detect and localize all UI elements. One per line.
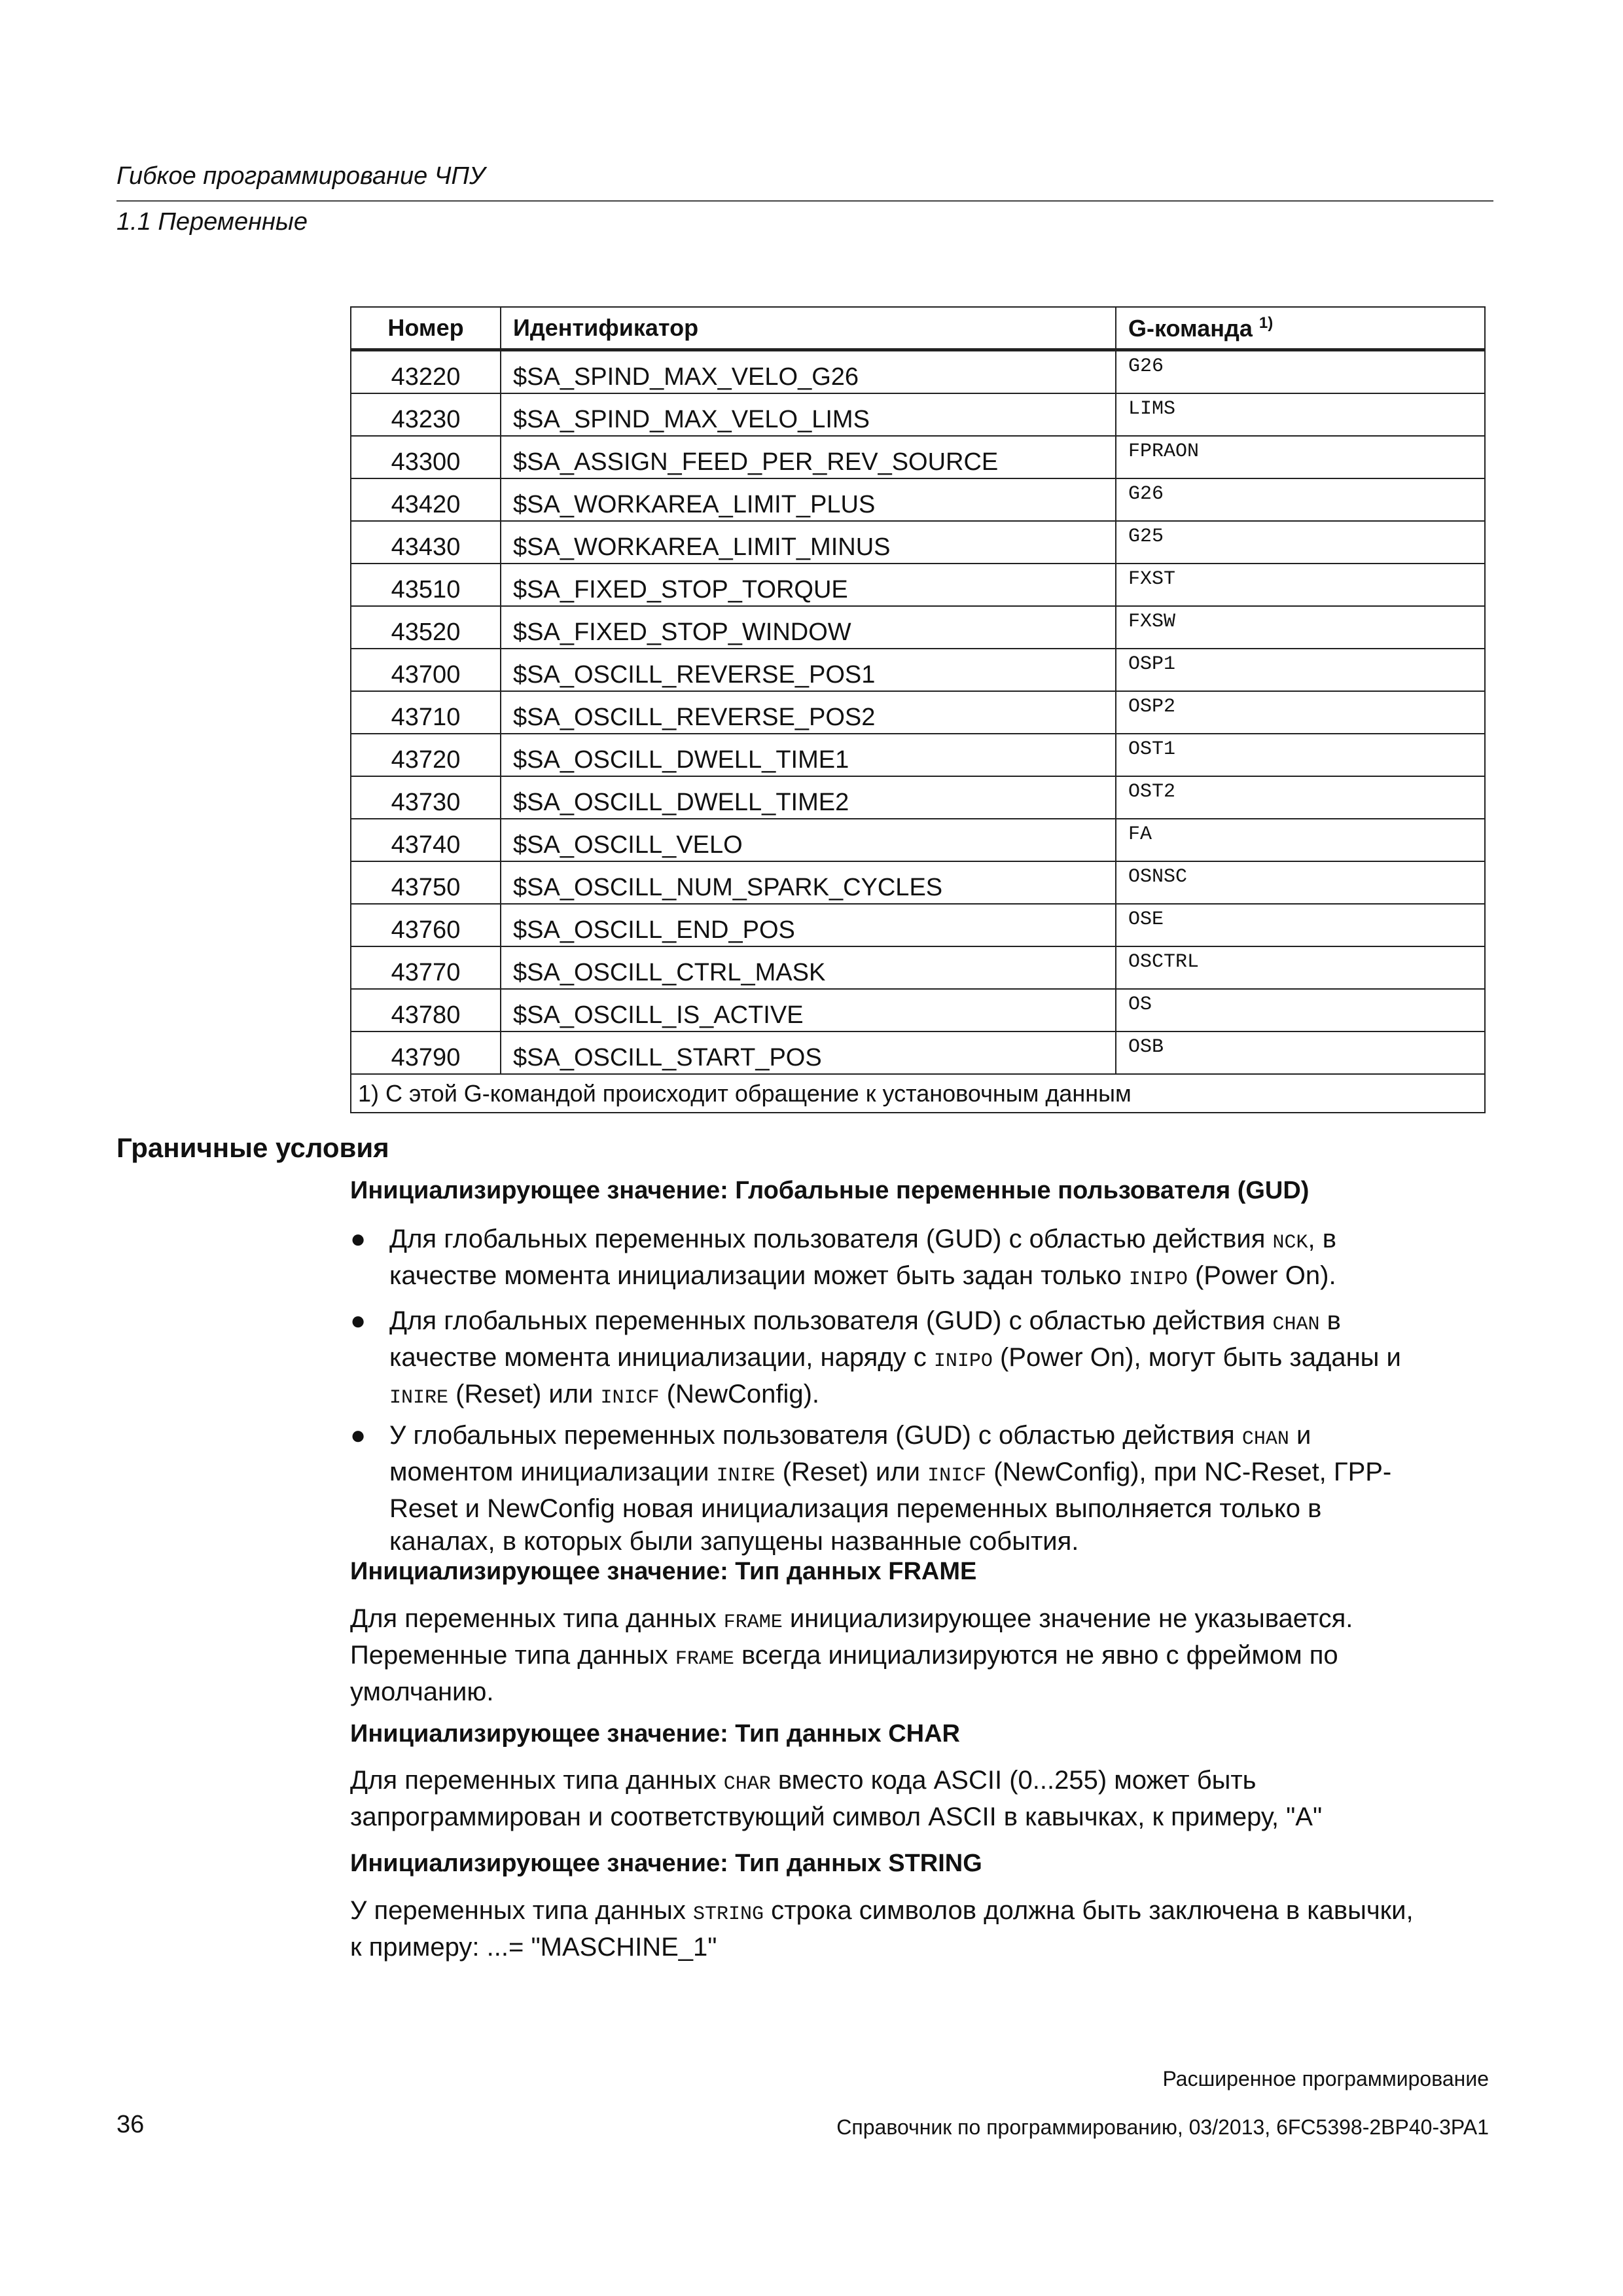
char-paragraph: Для переменных типа данных CHAR вместо кода ASCII (0...255) может быть запрограммирован и соответствующий символ ASCII в кавычках, к примеру, "A" (350, 1766, 1323, 1831)
running-header-title: Гибкое программирование ЧПУ (116, 162, 486, 190)
string-heading: Инициализирующее значение: Тип данных STRING (350, 1850, 982, 1877)
string-paragraph: У переменных типа данных STRING строка символов должна быть заключена в кавычки, к примеру: ...= "MASCHINE_1" (350, 1896, 1414, 1962)
table-row (351, 691, 1485, 734)
table-row (351, 350, 1485, 394)
row-gcommand: OST2 (1116, 776, 1485, 819)
row-gcommand: OSB (1116, 1031, 1485, 1074)
row-gcommand: FPRAON (1116, 436, 1485, 478)
row-identifier: $SA_WORKAREA_LIMIT_MINUS (501, 521, 1116, 564)
row-number: 43730 (351, 776, 501, 819)
row-identifier: $SA_OSCILL_REVERSE_POS2 (501, 691, 1116, 734)
row-identifier: $SA_FIXED_STOP_WINDOW (501, 606, 1116, 649)
row-identifier: $SA_OSCILL_DWELL_TIME1 (501, 734, 1116, 776)
bullet-dot: ● (350, 1306, 366, 1335)
table-header-row (351, 307, 1485, 350)
row-identifier: $SA_OSCILL_REVERSE_POS1 (501, 649, 1116, 691)
row-gcommand: OSNSC (1116, 861, 1485, 904)
row-gcommand: G26 (1116, 478, 1485, 521)
row-gcommand: OST1 (1116, 734, 1485, 776)
table-row (351, 606, 1485, 649)
row-gcommand: G25 (1116, 521, 1485, 564)
table-row (351, 564, 1485, 606)
frame-paragraph: Для переменных типа данных FRAME инициализирующее значение не указывается. Переменные типа данных FRAME всегда инициализируются не явно с фреймом по умолчанию. (350, 1604, 1353, 1706)
table-footnote: 1) С этой G-командой происходит обращение к установочным данным (351, 1074, 1485, 1113)
row-number: 43510 (351, 564, 501, 606)
col-header-gcommand-label: G-команда (1128, 314, 1253, 342)
table-row (351, 1031, 1485, 1074)
table-row (351, 521, 1485, 564)
running-header-subtitle: 1.1 Переменные (116, 208, 308, 236)
table-footnote-row (351, 1074, 1485, 1113)
row-number: 43750 (351, 861, 501, 904)
row-identifier: $SA_WORKAREA_LIMIT_PLUS (501, 478, 1116, 521)
table-row (351, 861, 1485, 904)
col-header-number: Номер (351, 307, 501, 350)
char-heading: Инициализирующее значение: Тип данных CHAR (350, 1720, 961, 1748)
gud-bullet-3 (350, 1419, 1489, 1558)
table-row (351, 989, 1485, 1031)
setting-data-table (350, 306, 1486, 1113)
footer-manual-info: Справочник по программированию, 03/2013, 6FC5398-2BP40-3PA1 (836, 2115, 1489, 2139)
section-title: Граничные условия (116, 1132, 389, 1163)
bullet-text: Для глобальных переменных пользователя (GUD) с областью действия CHAN в качестве момента инициализации, наряду с INIPO (Power On), могут быть заданы и INIRE (Reset) или INICF (NewConfig). (389, 1306, 1401, 1409)
table-body (351, 350, 1485, 1075)
table-row (351, 393, 1485, 436)
footnote-mark: 1) (1258, 314, 1274, 332)
frame-heading: Инициализирующее значение: Тип данных FRAME (350, 1558, 977, 1585)
row-identifier: $SA_OSCILL_START_POS (501, 1031, 1116, 1074)
row-gcommand: OSP1 (1116, 649, 1485, 691)
row-number: 43720 (351, 734, 501, 776)
gud-bullet-1 (350, 1223, 1489, 1296)
row-gcommand: LIMS (1116, 393, 1485, 436)
bullet-text: У глобальных переменных пользователя (GUD) с областью действия CHAN и моментом инициализации INIRE (Reset) или INICF (NewConfig), при NC-Reset, ГРР- Reset и NewConfig новая инициализация переменных выполняется только в каналах, в которых были запущены названные события. (389, 1421, 1392, 1556)
row-gcommand: OSE (1116, 904, 1485, 946)
table-row (351, 904, 1485, 946)
row-identifier: $SA_OSCILL_VELO (501, 819, 1116, 861)
row-number: 43710 (351, 691, 501, 734)
row-identifier: $SA_FIXED_STOP_TORQUE (501, 564, 1116, 606)
row-gcommand: FXSW (1116, 606, 1485, 649)
row-identifier: $SA_ASSIGN_FEED_PER_REV_SOURCE (501, 436, 1116, 478)
table-row (351, 819, 1485, 861)
table-row (351, 436, 1485, 478)
col-header-identifier: Идентификатор (501, 307, 1116, 350)
table-row (351, 478, 1485, 521)
table-row (351, 734, 1485, 776)
row-gcommand: FA (1116, 819, 1485, 861)
row-number: 43700 (351, 649, 501, 691)
row-identifier: $SA_OSCILL_CTRL_MASK (501, 946, 1116, 989)
row-identifier: $SA_OSCILL_IS_ACTIVE (501, 989, 1116, 1031)
row-identifier: $SA_SPIND_MAX_VELO_G26 (501, 350, 1116, 394)
row-gcommand: G26 (1116, 350, 1485, 394)
row-gcommand: OS (1116, 989, 1485, 1031)
row-number: 43770 (351, 946, 501, 989)
row-identifier: $SA_OSCILL_DWELL_TIME2 (501, 776, 1116, 819)
row-number: 43430 (351, 521, 501, 564)
row-identifier: $SA_OSCILL_END_POS (501, 904, 1116, 946)
row-number: 43790 (351, 1031, 501, 1074)
row-number: 43220 (351, 350, 501, 394)
row-gcommand: OSP2 (1116, 691, 1485, 734)
row-identifier: $SA_SPIND_MAX_VELO_LIMS (501, 393, 1116, 436)
bullet-text: Для глобальных переменных пользователя (GUD) с областью действия NCK, в качестве момента инициализации может быть задан только INIPO (Power On). (389, 1225, 1337, 1291)
gud-bullet-2 (350, 1304, 1489, 1414)
page-number: 36 (116, 2111, 145, 2138)
row-number: 43300 (351, 436, 501, 478)
col-header-gcommand (1116, 307, 1485, 350)
table-row (351, 946, 1485, 989)
row-number: 43230 (351, 393, 501, 436)
row-number: 43760 (351, 904, 501, 946)
table-row (351, 776, 1485, 819)
row-number: 43420 (351, 478, 501, 521)
row-gcommand: FXST (1116, 564, 1485, 606)
row-identifier: $SA_OSCILL_NUM_SPARK_CYCLES (501, 861, 1116, 904)
gud-heading: Инициализирующее значение: Глобальные переменные пользователя (GUD) (350, 1177, 1310, 1204)
footer-book-title: Расширенное программирование (1162, 2067, 1489, 2090)
row-number: 43780 (351, 989, 501, 1031)
row-number: 43740 (351, 819, 501, 861)
table-row (351, 649, 1485, 691)
header-divider (116, 200, 1493, 202)
bullet-dot: ● (350, 1225, 366, 1253)
row-number: 43520 (351, 606, 501, 649)
row-gcommand: OSCTRL (1116, 946, 1485, 989)
bullet-dot: ● (350, 1421, 366, 1450)
